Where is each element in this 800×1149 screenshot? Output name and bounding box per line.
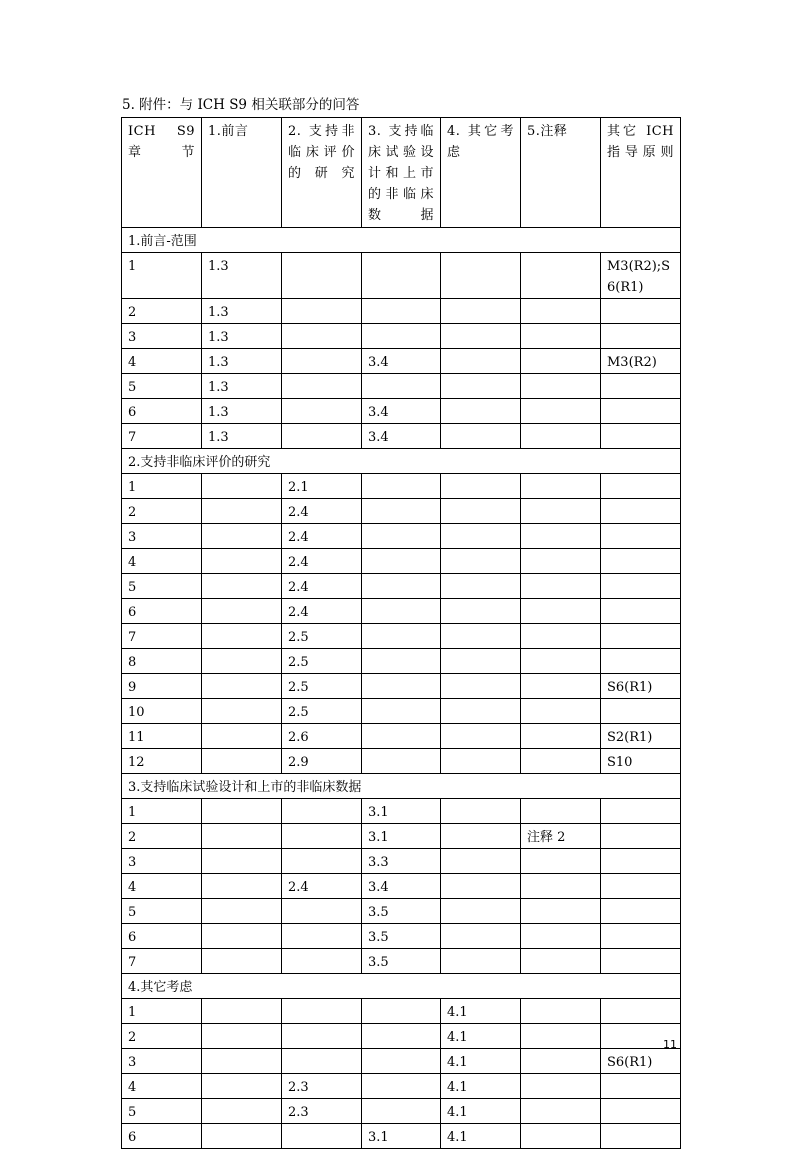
table-cell: 3 [122,524,202,549]
table-cell [521,899,601,924]
table-cell: 5 [122,374,202,399]
table-cell [521,349,601,374]
table-row [122,324,681,349]
table-cell: 2.5 [282,699,362,724]
table-cell: 6 [122,1124,202,1149]
table-cell [362,374,441,399]
table-cell [362,724,441,749]
table-cell: S10 [601,749,681,774]
table-cell [202,1049,282,1074]
table-cell: 10 [122,699,202,724]
table-cell: 12 [122,749,202,774]
table-cell: S2(R1) [601,724,681,749]
table-row [122,624,681,649]
table-cell [601,574,681,599]
table-cell [362,499,441,524]
table-cell: 6 [122,924,202,949]
table-row [122,299,681,324]
table-cell: 2.4 [282,599,362,624]
table-cell [202,749,282,774]
table-cell [521,574,601,599]
header-cell: 1.前言 [202,118,282,228]
table-cell: 2.4 [282,874,362,899]
table-cell [441,824,521,849]
table-cell [441,253,521,299]
table-cell [601,549,681,574]
table-row [122,824,681,849]
table-cell [202,1124,282,1149]
table-cell [202,549,282,574]
table-cell: 4.1 [441,1024,521,1049]
table-cell [282,349,362,374]
table-cell: 1 [122,253,202,299]
table-cell [202,949,282,974]
table-cell: 3.3 [362,849,441,874]
table-cell: 2 [122,824,202,849]
table-row [122,499,681,524]
table-cell [282,424,362,449]
table-cell: 2.4 [282,549,362,574]
table-cell: 4.1 [441,1049,521,1074]
table-cell [202,699,282,724]
table-cell [521,799,601,824]
table-cell: 2.4 [282,574,362,599]
section-row [122,774,681,799]
table-cell [362,1099,441,1124]
table-cell [601,924,681,949]
table-cell [362,674,441,699]
table-cell [362,574,441,599]
table-cell [521,599,601,624]
table-cell: 4 [122,1074,202,1099]
table-cell: 2.6 [282,724,362,749]
table-cell [601,424,681,449]
table-cell [601,599,681,624]
table-cell [521,1099,601,1124]
table-cell [601,699,681,724]
table-cell [441,649,521,674]
table-cell [362,624,441,649]
table-cell [521,949,601,974]
table-cell: 3.1 [362,824,441,849]
table-cell: 2 [122,499,202,524]
table-cell: 1 [122,799,202,824]
table-cell: 1.3 [202,324,282,349]
table-cell: 2.3 [282,1099,362,1124]
table-row [122,749,681,774]
table-cell [202,1099,282,1124]
table-cell: 5 [122,574,202,599]
table-cell: 1.3 [202,349,282,374]
table-cell [601,474,681,499]
table-cell [601,1074,681,1099]
table-cell: 4.1 [441,1099,521,1124]
table-cell [282,849,362,874]
header-cell: 其它 ICH 指导原则 [601,118,681,228]
table-cell [202,1074,282,1099]
table-cell [202,474,282,499]
table-cell [441,499,521,524]
table-row [122,599,681,624]
table-cell: M3(R2);S6(R1) [601,253,681,299]
table-cell: 7 [122,624,202,649]
table-cell: 3.5 [362,949,441,974]
table-cell [282,1024,362,1049]
table-cell [601,949,681,974]
header-cell: ICH S9 章节 [122,118,202,228]
table-cell [202,674,282,699]
table-cell: 2.5 [282,649,362,674]
table-cell: 7 [122,424,202,449]
table-row [122,424,681,449]
table-cell [601,874,681,899]
table-cell: 2.5 [282,674,362,699]
table-cell: 2 [122,299,202,324]
table-cell: 2.4 [282,524,362,549]
table-row [122,1074,681,1099]
table-cell [441,874,521,899]
table-cell: 1 [122,999,202,1024]
table-cell [202,924,282,949]
section-title: 4.其它考虑 [122,974,681,999]
table-cell: 3.4 [362,349,441,374]
qa-cross-reference-table [121,117,681,1149]
table-row [122,253,681,299]
table-cell [282,799,362,824]
table-cell [601,824,681,849]
table-cell [441,674,521,699]
table-cell [202,724,282,749]
section-heading: 5. 附件：与 ICH S9 相关联部分的问答 [122,97,360,113]
table-cell: 4 [122,549,202,574]
table-cell: 2 [122,1024,202,1049]
table-cell [521,474,601,499]
table-cell [601,1099,681,1124]
table-cell [441,324,521,349]
table-cell [601,324,681,349]
table-cell [282,1049,362,1074]
table-cell [282,253,362,299]
table-cell [521,374,601,399]
table-cell [441,374,521,399]
table-cell [521,324,601,349]
section-row [122,228,681,253]
table-cell: 3.5 [362,899,441,924]
header-cell: 3. 支持临床试验设计和上市的非临床数据 [362,118,441,228]
table-cell [362,649,441,674]
table-cell [521,849,601,874]
table-row [122,349,681,374]
header-cell: 5.注释 [521,118,601,228]
table-cell [521,1024,601,1049]
table-cell [601,624,681,649]
table-body [122,118,681,1149]
table-cell [441,849,521,874]
table-cell [521,749,601,774]
table-cell: 注释 2 [521,824,601,849]
table-cell: 4 [122,349,202,374]
table-cell [601,649,681,674]
table-cell: 3 [122,1049,202,1074]
table-cell [282,899,362,924]
table-cell [601,374,681,399]
table-cell [521,424,601,449]
table-cell [202,649,282,674]
table-row [122,949,681,974]
table-row [122,924,681,949]
table-row [122,674,681,699]
table-row [122,799,681,824]
table-cell [521,699,601,724]
table-cell: 1 [122,474,202,499]
table-cell: 3 [122,324,202,349]
section-title: 3.支持临床试验设计和上市的非临床数据 [122,774,681,799]
table-cell [521,399,601,424]
table-cell: 2.4 [282,499,362,524]
table-cell [202,874,282,899]
table-cell [282,999,362,1024]
table-row [122,699,681,724]
table-cell [362,1074,441,1099]
table-row [122,1049,681,1074]
table-cell [202,624,282,649]
table-cell [521,524,601,549]
section-title: 1.前言-范围 [122,228,681,253]
table-cell [521,724,601,749]
table-cell [601,799,681,824]
header-cell: 4. 其它考虑 [441,118,521,228]
table-cell [521,624,601,649]
table-cell [202,524,282,549]
table-row [122,849,681,874]
table-cell [521,499,601,524]
table-cell [441,349,521,374]
table-cell: 2.5 [282,624,362,649]
table-cell: 4.1 [441,999,521,1024]
table-cell [521,1124,601,1149]
table-cell: 1.3 [202,399,282,424]
section-row [122,974,681,999]
table-cell [441,899,521,924]
table-cell: S6(R1) [601,674,681,699]
table-cell [202,849,282,874]
table-cell [202,999,282,1024]
table-row [122,874,681,899]
table-row [122,1099,681,1124]
table-cell [521,874,601,899]
table-cell: 1.3 [202,374,282,399]
table-cell [362,474,441,499]
table-cell: 11 [122,724,202,749]
table-cell: 6 [122,399,202,424]
table-cell [202,899,282,924]
table-cell [362,299,441,324]
table-row [122,574,681,599]
table-cell: 5 [122,899,202,924]
table-row [122,474,681,499]
section-title: 2.支持非临床评价的研究 [122,449,681,474]
table-cell: 1.3 [202,253,282,299]
table-cell [521,999,601,1024]
table-cell [362,599,441,624]
table-cell: 3 [122,849,202,874]
header-cell: 2. 支持非临床评价的研究 [282,118,362,228]
table-row [122,724,681,749]
table-cell [362,524,441,549]
table-cell [521,549,601,574]
table-cell: 4 [122,874,202,899]
table-cell [362,749,441,774]
table-cell: 4.1 [441,1074,521,1099]
table-cell [601,849,681,874]
table-cell: 3.4 [362,399,441,424]
table-cell [282,399,362,424]
table-cell [521,253,601,299]
table-cell [441,699,521,724]
table-cell [521,649,601,674]
table-cell [441,424,521,449]
table-row [122,524,681,549]
table-cell [362,1049,441,1074]
table-cell: 2.3 [282,1074,362,1099]
table-row [122,899,681,924]
table-row [122,399,681,424]
table-cell [362,999,441,1024]
table-cell: 4.1 [441,1124,521,1149]
table-row [122,649,681,674]
table-cell [202,499,282,524]
table-cell: S6(R1) [601,1049,681,1074]
table-cell [521,1074,601,1099]
table-cell [441,624,521,649]
table-cell [202,824,282,849]
table-cell [282,824,362,849]
table-cell: 3.1 [362,1124,441,1149]
header-row [122,118,681,228]
table-cell [601,524,681,549]
table-cell [202,599,282,624]
section-row [122,449,681,474]
table-cell [441,749,521,774]
table-cell [441,724,521,749]
table-cell [282,1124,362,1149]
table-cell: 7 [122,949,202,974]
table-cell [362,549,441,574]
table-row [122,1124,681,1149]
table-cell [441,549,521,574]
table-cell: M3(R2) [601,349,681,374]
table-row [122,549,681,574]
table-cell [202,799,282,824]
table-row [122,1024,681,1049]
table-cell [601,399,681,424]
table-cell: 3.1 [362,799,441,824]
table-cell [282,299,362,324]
table-row [122,999,681,1024]
table-cell [282,949,362,974]
table-cell [362,1024,441,1049]
table-cell [601,899,681,924]
table-cell: 9 [122,674,202,699]
table-cell [362,324,441,349]
table-cell: 8 [122,649,202,674]
table-cell [441,574,521,599]
table-cell [202,574,282,599]
table-cell: 2.9 [282,749,362,774]
table-cell [601,999,681,1024]
table-cell [441,949,521,974]
table-cell [441,299,521,324]
table-cell [441,474,521,499]
table-cell [521,924,601,949]
table-cell [362,699,441,724]
table-cell [202,1024,282,1049]
table-cell: 3.4 [362,874,441,899]
table-cell [441,524,521,549]
table-cell [282,374,362,399]
table-cell [601,299,681,324]
table-cell: 1.3 [202,424,282,449]
table-cell [441,399,521,424]
table-cell: 5 [122,1099,202,1124]
table-cell: 1.3 [202,299,282,324]
table-cell: 6 [122,599,202,624]
table-cell [521,674,601,699]
table-cell: 3.5 [362,924,441,949]
table-cell [282,324,362,349]
table-cell [601,1124,681,1149]
table-cell [362,253,441,299]
table-cell [521,299,601,324]
table-cell [282,924,362,949]
table-cell [441,799,521,824]
page-number: 11 [663,1038,677,1051]
table-cell [441,924,521,949]
table-cell [521,1049,601,1074]
table-cell: 2.1 [282,474,362,499]
table-row [122,374,681,399]
table-cell: 3.4 [362,424,441,449]
table-cell [601,499,681,524]
table-cell [441,599,521,624]
